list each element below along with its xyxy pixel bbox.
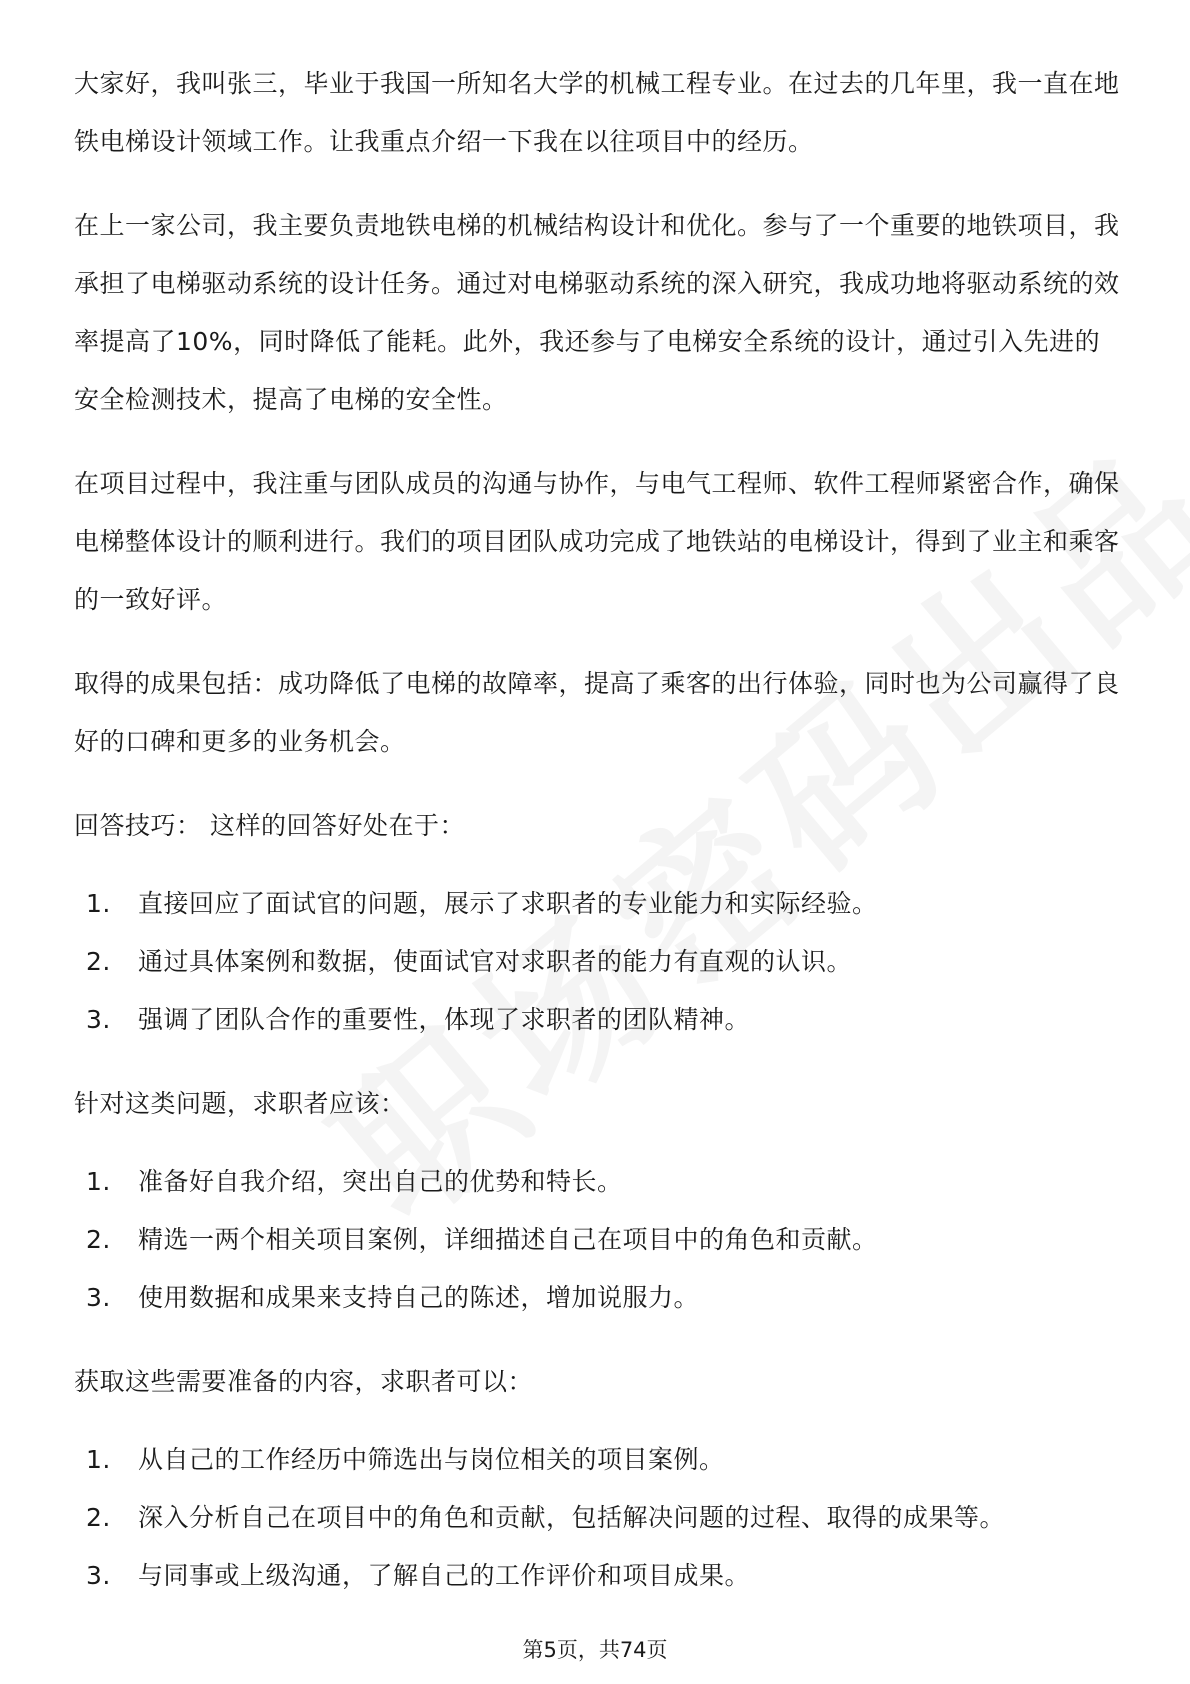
list-item (74, 1269, 1124, 1327)
list-number: 2. (86, 947, 111, 976)
list-number: 2. (86, 1503, 111, 1532)
list-item (74, 1489, 1124, 1547)
paragraph-experience: 在上一家公司，我主要负责地铁电梯的机械结构设计和优化。参与了一个重要的地铁项目，我承担了电梯驱动系统的设计任务。通过对电梯驱动系统的深入研究，我成功地将驱动系统的效率提高了10%，同时降低了能耗。此外，我还参与了电梯安全系统的设计，通过引入先进的安全检测技术，提高了电梯的安全性。 (74, 211, 1120, 414)
list-text: 通过具体案例和数据，使面试官对求职者的能力有直观的认识。 (138, 947, 853, 976)
list-item (74, 991, 1124, 1049)
list-item (74, 1211, 1124, 1269)
list-item (74, 933, 1124, 991)
list-number: 3. (86, 1283, 111, 1312)
list-number: 2. (86, 1225, 111, 1254)
document-page (74, 55, 1124, 1631)
list-item (74, 1153, 1124, 1211)
list-item (74, 1431, 1124, 1489)
list-text: 从自己的工作经历中筛选出与岗位相关的项目案例。 (138, 1445, 725, 1474)
list-text: 准备好自我介绍，突出自己的优势和特长。 (138, 1167, 623, 1196)
list-text: 强调了团队合作的重要性，体现了求职者的团队精神。 (138, 1005, 751, 1034)
list-text: 深入分析自己在项目中的角色和贡献，包括解决问题的过程、取得的成果等。 (138, 1503, 1006, 1532)
prepare-heading: 获取这些需要准备的内容，求职者可以： (74, 1367, 534, 1396)
list-number: 3. (86, 1561, 111, 1590)
should-list (74, 1153, 1124, 1327)
prepare-list (74, 1431, 1124, 1605)
paragraph-results: 取得的成果包括：成功降低了电梯的故障率，提高了乘客的出行体验，同时也为公司赢得了良好的口碑和更多的业务机会。 (74, 669, 1120, 756)
list-number: 3. (86, 1005, 111, 1034)
list-text: 精选一两个相关项目案例，详细描述自己在项目中的角色和贡献。 (138, 1225, 878, 1254)
page-footer: 第5页，共74页 (522, 1638, 668, 1662)
list-number: 1. (86, 1445, 111, 1474)
list-text: 与同事或上级沟通，了解自己的工作评价和项目成果。 (138, 1561, 751, 1590)
paragraph-intro: 大家好，我叫张三，毕业于我国一所知名大学的机械工程专业。在过去的几年里，我一直在地铁电梯设计领域工作。让我重点介绍一下我在以往项目中的经历。 (74, 69, 1120, 156)
tips-heading: 回答技巧： 这样的回答好处在于： (74, 811, 465, 840)
list-number: 1. (86, 1167, 111, 1196)
paragraph-teamwork: 在项目过程中，我注重与团队成员的沟通与协作，与电气工程师、软件工程师紧密合作，确保电梯整体设计的顺利进行。我们的项目团队成功完成了地铁站的电梯设计，得到了业主和乘客的一致好评。 (74, 469, 1120, 614)
tips-list (74, 875, 1124, 1049)
list-text: 使用数据和成果来支持自己的陈述，增加说服力。 (138, 1283, 700, 1312)
should-heading: 针对这类问题，求职者应该： (74, 1089, 406, 1118)
list-item (74, 1547, 1124, 1605)
list-text: 直接回应了面试官的问题，展示了求职者的专业能力和实际经验。 (138, 889, 878, 918)
list-number: 1. (86, 889, 111, 918)
list-item (74, 875, 1124, 933)
